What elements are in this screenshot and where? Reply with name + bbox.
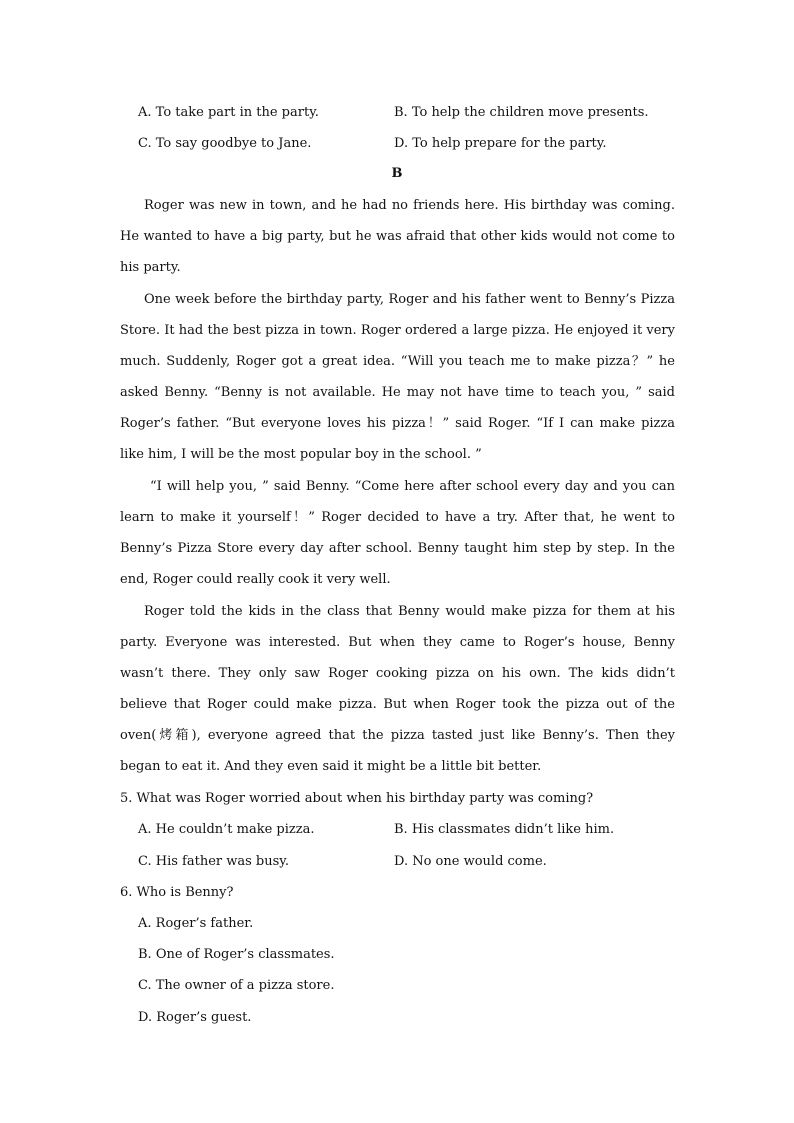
passage-paragraph-4: Roger told the kids in the class that Benny would make pizza for them at his party. Everyone was interested. But when they came to Roger’s house, Benny wasn’t there. They only saw Roger cooking pizza on his own. The kids didn’t believe that Roger could make pizza. But when Roger took the pizza out of the oven(烤箱), everyone agreed that the pizza tasted just like Benny’s. Then they began to eat it. And they even said it might be a little bit better. <box>120 604 675 774</box>
q5-option-c: C. His father was busy. <box>138 854 290 869</box>
passage-paragraph-3: “I will help you, ” said Benny. “Come here after school every day and you can learn to make it yourself！” Roger decided to have a try. After that, he went to Benny’s Pizza Store every day after school. Benny taught him step by step. In the end, Roger could really cook it very well. <box>120 479 675 587</box>
passage-paragraph-2: One week before the birthday party, Roger and his father went to Benny’s Pizza Store. It had the best pizza in town. Roger ordered a large pizza. He enjoyed it very much. Suddenly, Roger got a great idea. “Will you teach me to make pizza？” he asked Benny. “Benny is not available. He may not have time to teach you, ” said Roger’s father. “But everyone loves his pizza！” said Roger. “If I can make pizza like him, I will be the most popular boy in the school. ” <box>120 292 675 462</box>
section-title: B <box>391 166 403 181</box>
passage-paragraph-1: Roger was new in town, and he had no friends here. His birthday was coming. He wanted to have a big party, but he was afraid that other kids would not come to his party. <box>120 198 675 275</box>
q5-option-d: D. No one would come. <box>394 854 547 869</box>
q5-option-b: B. His classmates didn’t like him. <box>394 822 615 837</box>
prev-option-c: C. To say goodbye to Jane. <box>138 136 312 151</box>
prev-option-a: A. To take part in the party. <box>138 105 319 120</box>
question-6: 6. Who is Benny? <box>120 885 234 900</box>
q6-option-d: D. Roger’s guest. <box>138 1010 252 1025</box>
prev-option-d: D. To help prepare for the party. <box>394 136 607 151</box>
q6-option-b: B. One of Roger’s classmates. <box>138 947 335 962</box>
q5-option-a: A. He couldn’t make pizza. <box>138 822 315 837</box>
question-5: 5. What was Roger worried about when his birthday party was coming? <box>120 791 594 806</box>
q6-option-c: C. The owner of a pizza store. <box>138 978 335 993</box>
q6-option-a: A. Roger’s father. <box>138 916 254 931</box>
prev-option-b: B. To help the children move presents. <box>394 105 649 120</box>
